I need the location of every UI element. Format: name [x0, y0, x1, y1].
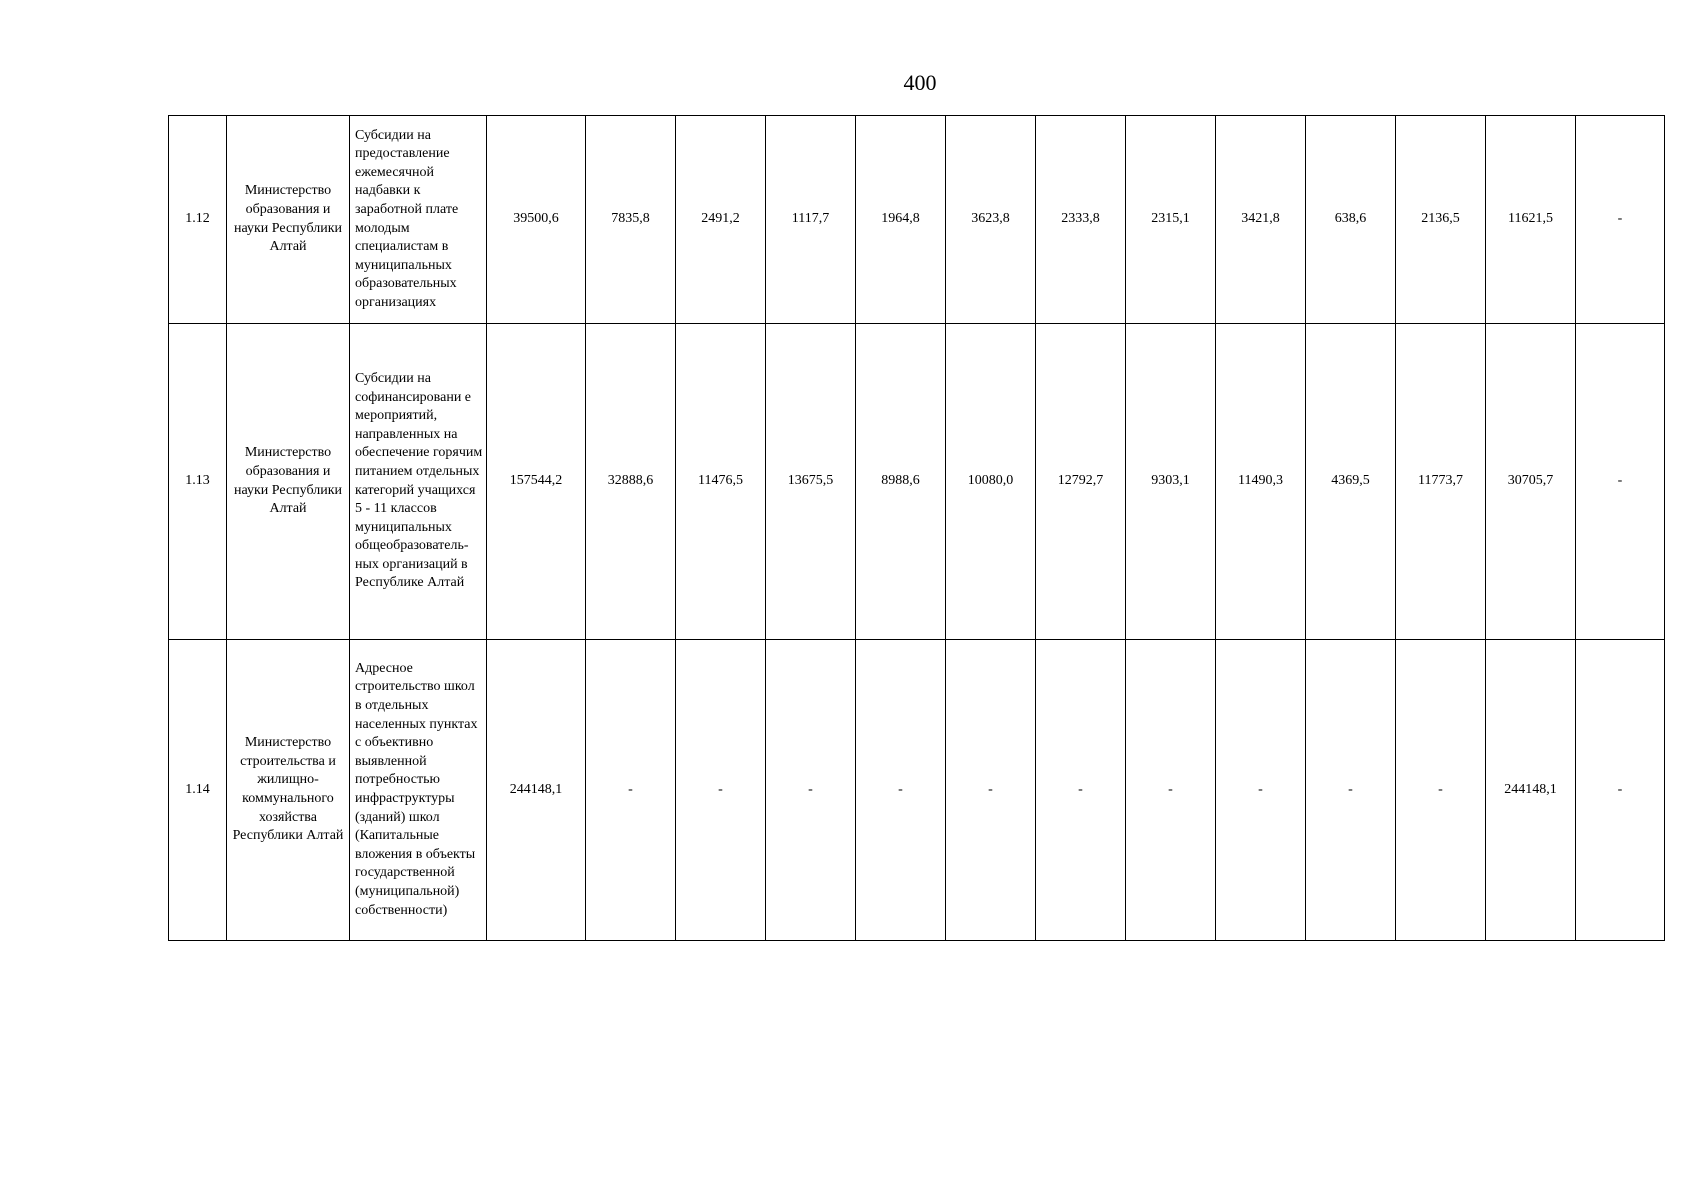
table-row — [169, 116, 1665, 324]
row-code: 1.13 — [169, 324, 227, 640]
value-cell: - — [946, 640, 1036, 941]
value-cell: 11621,5 — [1486, 116, 1576, 324]
value-cell: 4369,5 — [1306, 324, 1396, 640]
value-cell: 2333,8 — [1036, 116, 1126, 324]
value-cell: - — [676, 640, 766, 941]
value-cell: 2136,5 — [1396, 116, 1486, 324]
value-cell: 2491,2 — [676, 116, 766, 324]
row-agency: Министерство образования и науки Республики Алтай — [227, 324, 350, 640]
value-cell: 12792,7 — [1036, 324, 1126, 640]
value-cell: - — [856, 640, 946, 941]
value-cell: 2315,1 — [1126, 116, 1216, 324]
row-agency: Министерство строительства и жилищно-коммунального хозяйства Республики Алтай — [227, 640, 350, 941]
value-cell: 10080,0 — [946, 324, 1036, 640]
value-cell: 30705,7 — [1486, 324, 1576, 640]
value-cell: - — [1576, 324, 1665, 640]
value-cell: 9303,1 — [1126, 324, 1216, 640]
value-cell: 39500,6 — [487, 116, 586, 324]
value-cell: 157544,2 — [487, 324, 586, 640]
value-cell: 8988,6 — [856, 324, 946, 640]
row-description: Адресное строительство школ в отдельных населенных пунктах с объективно выявленной потребностью инфраструктуры (зданий) школ (Капитальные вложения в объекты государственной (муниципальной) собственности) — [350, 640, 487, 941]
budget-table — [168, 115, 1665, 941]
value-cell: 11490,3 — [1216, 324, 1306, 640]
row-description: Субсидии на софинансировани е мероприятий, направленных на обеспечение горячим питанием отдельных категорий учащихся 5 - 11 классов муниципальных общеобразователь-ных организаций в Республике Алтай — [350, 324, 487, 640]
value-cell: 32888,6 — [586, 324, 676, 640]
row-code: 1.14 — [169, 640, 227, 941]
value-cell: 1964,8 — [856, 116, 946, 324]
value-cell: 638,6 — [1306, 116, 1396, 324]
value-cell: - — [586, 640, 676, 941]
row-code: 1.12 — [169, 116, 227, 324]
value-cell: - — [766, 640, 856, 941]
table-row — [169, 324, 1665, 640]
value-cell: - — [1576, 116, 1665, 324]
value-cell: 13675,5 — [766, 324, 856, 640]
value-cell: 7835,8 — [586, 116, 676, 324]
value-cell: 3623,8 — [946, 116, 1036, 324]
value-cell: 1117,7 — [766, 116, 856, 324]
value-cell: 244148,1 — [487, 640, 586, 941]
value-cell: - — [1396, 640, 1486, 941]
value-cell: 11773,7 — [1396, 324, 1486, 640]
value-cell: 11476,5 — [676, 324, 766, 640]
value-cell: - — [1216, 640, 1306, 941]
value-cell: - — [1126, 640, 1216, 941]
value-cell: - — [1036, 640, 1126, 941]
page-number: 400 — [903, 70, 937, 95]
row-description: Субсидии на предоставление ежемесячной надбавки к заработной плате молодым специалистам в муниципальных образовательных организациях — [350, 116, 487, 324]
value-cell: - — [1306, 640, 1396, 941]
table-row — [169, 640, 1665, 941]
value-cell: 3421,8 — [1216, 116, 1306, 324]
row-agency: Министерство образования и науки Республики Алтай — [227, 116, 350, 324]
value-cell: - — [1576, 640, 1665, 941]
value-cell: 244148,1 — [1486, 640, 1576, 941]
